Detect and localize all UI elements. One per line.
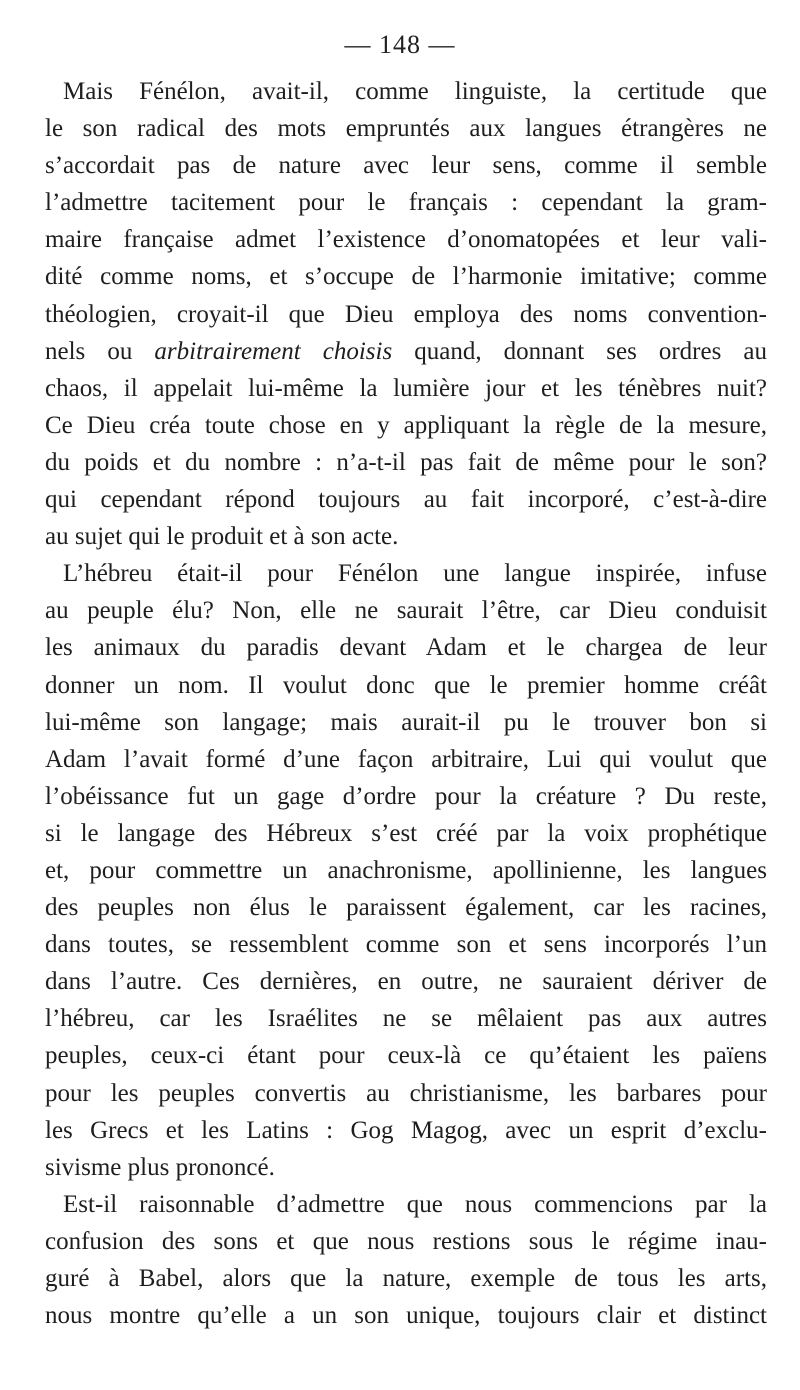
text-line: s’accordait pas de nature avec leur sens, comme il semble — [45, 152, 767, 180]
text-line: dité comme noms, et s’occupe de l’harmonie imitative; comme — [45, 263, 767, 291]
text-line: si le langage des Hébreux s’est créé par la voix prophétique — [45, 819, 767, 847]
body-text — [45, 73, 767, 1334]
text-line: peuples, ceux-ci étant pour ceux-là ce qu’étaient les païens — [45, 1042, 767, 1070]
text-line: l’obéissance fut un gage d’ordre pour la créature ? Du reste, — [45, 782, 767, 810]
text-line: l’hébreu, car les Israélites ne se mêlaient pas aux autres — [45, 1005, 767, 1033]
italic-phrase: arbitrairement choisis — [154, 337, 393, 365]
text-line: le son radical des mots empruntés aux langues étrangères ne — [45, 115, 767, 143]
text-line: du poids et du nombre : n’a-t-il pas fait de même pour le son? — [45, 448, 767, 476]
text-line-with-italic — [45, 333, 767, 370]
text-line: Adam l’avait formé d’une façon arbitraire, Lui qui voulut que — [45, 745, 767, 773]
text-line: maire française admet l’existence d’onomatopées et leur vali- — [45, 226, 767, 254]
text-line: l’admettre tacitement pour le français : cependant la gram- — [45, 189, 767, 217]
text-line: qui cependant répond toujours au fait incorporé, c’est-à-dire — [45, 486, 767, 514]
text-line: et, pour commettre un anachronisme, apollinienne, les langues — [45, 856, 767, 884]
text-line: Est-il raisonnable d’admettre que nous commencions par la — [63, 1190, 767, 1218]
text-line: L’hébreu était-il pour Fénélon une langue inspirée, infuse — [63, 560, 767, 588]
text-line: lui-même son langage; mais aurait-il pu le trouver bon si — [45, 708, 767, 736]
text-line: chaos, il appelait lui-même la lumière jour et les ténèbres nuit? — [45, 374, 767, 402]
text-line: nous montre qu’elle a un son unique, toujours clair et distinct — [45, 1302, 767, 1330]
text-segment: nels ou — [45, 337, 155, 365]
text-line: au peuple élu? Non, elle ne saurait l’être, car Dieu conduisit — [45, 597, 767, 625]
text-line: pour les peuples convertis au christianisme, les barbares pour — [45, 1079, 767, 1107]
text-line: les Grecs et les Latins : Gog Magog, avec un esprit d’exclu- — [45, 1116, 767, 1144]
text-line: guré à Babel, alors que la nature, exemple de tous les arts, — [45, 1265, 767, 1292]
text-line: dans l’autre. Ces dernières, en outre, ne sauraient dériver de — [45, 968, 767, 996]
text-line: des peuples non élus le paraissent également, car les racines, — [45, 894, 767, 922]
text-segment: quand, donnant ses ordres au — [392, 337, 767, 365]
text-line: au sujet qui le produit et à son acte. — [45, 523, 399, 551]
page-number: — 148 — — [344, 30, 456, 59]
text-line: sivisme plus prononcé. — [45, 1153, 275, 1181]
text-line: dans toutes, se ressemblent comme son et sens incorporés l’un — [45, 931, 767, 959]
text-line: Mais Fénélon, avait-il, comme linguiste, la certitude que — [63, 78, 767, 105]
text-line: donner un nom. Il voulut donc que le premier homme créât — [45, 671, 767, 699]
text-line: théologien, croyait-il que Dieu employa des noms convention- — [45, 300, 767, 328]
text-line: confusion des sons et que nous restions sous le régime inau- — [45, 1227, 767, 1255]
text-line: Ce Dieu créa toute chose en y appliquant la règle de la mesure, — [45, 411, 767, 439]
text-line: les animaux du paradis devant Adam et le chargea de leur — [45, 634, 767, 662]
